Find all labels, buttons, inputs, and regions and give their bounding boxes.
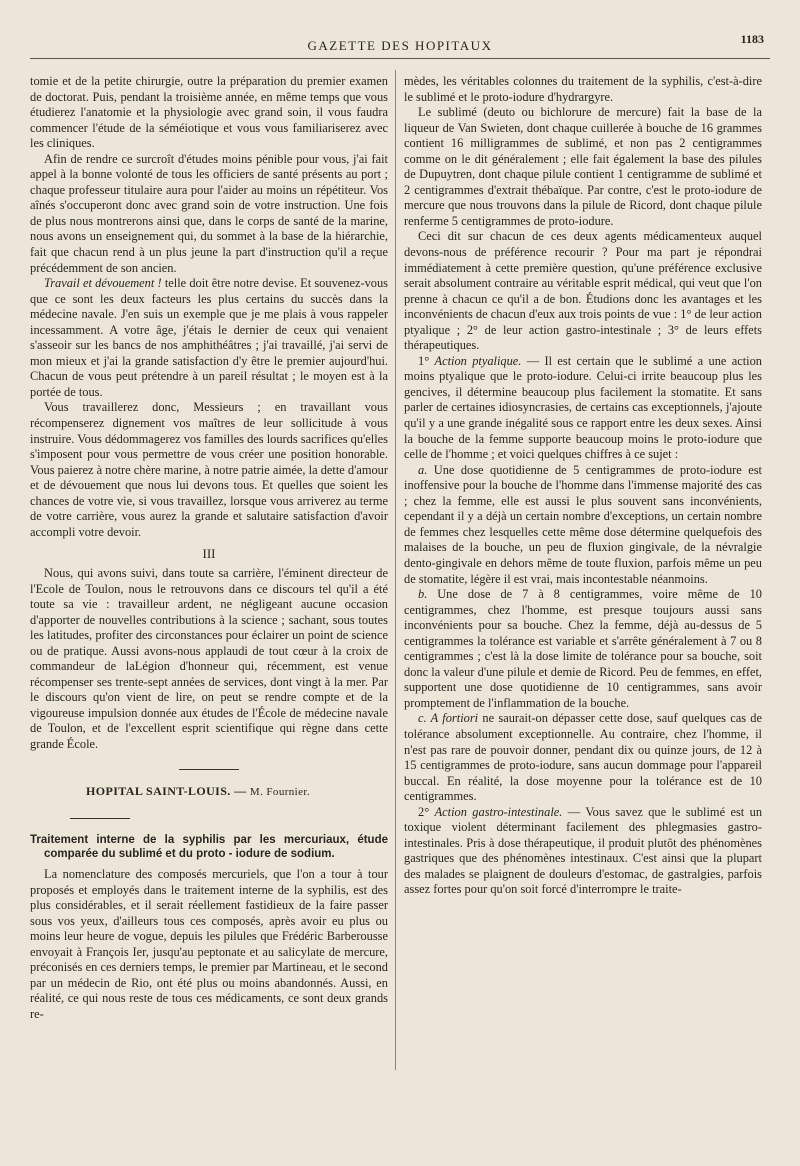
paragraph: Le sublimé (deuto ou bichlorure de mercure) fait la base de la liqueur de Van Swieten, dont chaque cuillerée à bouche de 16 grammes contient 16 milligrammes de sublimé, et non pas 2 centigrammes comme on le dit généralement ; elle fait également la base des pilules de Dupuytren, dont chaque pilule contient 1 centigramme de sublimé et 2 centigrammes d'extrait thébaïque. Par contre, c'est le proto-iodure de mercure que nous trouvons dans la pilule de Ricord, dont chaque pilule renferme 5 centigrammes de proto-iodure. bbox=[404, 105, 762, 228]
paragraph bbox=[30, 276, 388, 400]
paragraph-text: — Il est certain que le sublimé a une action moins ptyalique que le proto-iodure. Celui-ci irrite beaucoup plus les gencives, il détermine beaucoup plus facilement la stomatite. Et sans parler de certaines idiosyncrasies, de certains cas exceptionnels, j'ajoute qu'il y a une grande inégalité sous ce rapport entre les deux sexes. Ainsi la bouche de la femme supporte beaucoup moins le proto-iodure que celle de l'homme ; et voici quelques chiffres à ce sujet : bbox=[404, 353, 762, 462]
item-letter: b. bbox=[418, 587, 428, 602]
paragraph: Vous travaillerez donc, Messieurs ; en travaillant vous récompenserez dignement vos maîtres de leur sollicitude à vous instruire. Vous dédommagerez vos familles des lourds sacrifices qu'elles s'imposent pour vous permettre de vous créer une position honorable. Vous paierez à notre chère marine, à notre patrie aimée, la dette d'amour et de dévouement que nous lui devons tous. Et quelles que soient les chances de votre vie, si vous travaillez, lorsque vous arriverez au terme de votre carrière, vous aurez la grande et salutaire satisfaction d'avoir accompli votre devoir. bbox=[30, 400, 388, 539]
paragraph bbox=[404, 805, 762, 898]
hospital-heading bbox=[86, 784, 388, 801]
paragraph bbox=[404, 587, 762, 711]
point-number: 1° bbox=[418, 353, 435, 368]
subheading: Action gastro-intestinale. bbox=[434, 804, 563, 819]
paragraph-text: ne saurait-on dépasser cette dose, sauf quelques cas de tolérance absolument exceptionnelle. Au contraire, chez l'homme, il n'est pas rare de pouvoir donner, pendant dix ou quinze jours, de 12 à 15 centigrammes de proto-iodure, sans aucun dommage pour l'appareil buccal. En réalité, la dose moyenne pour la tolérance est de 10 centigrammes. bbox=[404, 711, 762, 804]
subheading: Action ptyalique. bbox=[434, 353, 522, 368]
paragraph-text: Une dose de 7 à 8 centigrammes, voire même de 10 centigrammes, chez l'homme, est presque toujours aussi sans inconvénients pour sa bouche. Chez la femme, déjà au-dessus de 5 centigrammes la tolérance est variable et s'arrête généralement à 7 ou 8 centigrammes ; c'est là la dose limite de tolérance pour sa bouche, soit donc la valeur d'une pilule et demie de Ricord. Peu de femmes, en effet, supportent une dose quotidienne de 10 centigrammes, sans avoir promptement de l'inflammation de la bouche. bbox=[404, 587, 762, 710]
journal-title: GAZETTE DES HOPITAUX bbox=[307, 38, 493, 53]
hospital-author: M. Fournier. bbox=[249, 785, 311, 798]
hospital-name: HOPITAL SAINT-LOUIS. — bbox=[86, 783, 247, 798]
column-divider bbox=[395, 70, 396, 1070]
item-letter: c. A fortiori bbox=[418, 711, 479, 726]
paragraph: tomie et de la petite chirurgie, outre la préparation du premier examen de doctorat. Puis, pendant la troisième année, en même temps que vous étudierez l'anatomie et la physiologie avec grand soin, il vous faudra commencer l'étude de la séméiotique et vous vous familiariserez avec les cliniques. bbox=[30, 74, 388, 151]
article-title: Traitement interne de la syphilis par les mercuriaux, étude comparée du sublimé et du proto - iodure de sodium. bbox=[30, 834, 388, 861]
page-number: 1183 bbox=[740, 32, 764, 46]
item-letter: a. bbox=[418, 462, 428, 477]
section-number: III bbox=[202, 546, 216, 562]
paragraph bbox=[404, 354, 762, 463]
paragraph-text: telle doit être notre devise. Et souvenez-vous que ce sont les deux facteurs les plus certains du succès dans la médecine navale. J'en suis un exemple que je me plais à vous rappeler incessamment. A votre âge, j'étais le dernier de ceux qui venaient s'asseoir sur les bancs de nos amphithéâtres ; j'ai travaillé, j'ai servi de mon mieux et j'ai la grande satisfaction d'y être le premier aujourd'hui. Chacun de vous peut prétendre à un pareil résultat ; le moyen est à la portée de tous. bbox=[30, 276, 388, 399]
paragraph: mèdes, les véritables colonnes du traitement de la syphilis, c'est-à-dire le sublimé et le proto-iodure d'hydrargyre. bbox=[404, 74, 762, 104]
section-separator bbox=[179, 769, 239, 770]
left-column bbox=[30, 74, 388, 1154]
paragraph-text: Une dose quotidienne de 5 centigrammes de proto-iodure est inoffensive pour la bouche de l'homme dans l'immense majorité des cas ; chez la femme, elle est aussi le plus souvent sans inconvénients, cependant il y a déjà un certain nombre d'exceptions, un certain nombre de femmes chez lesquelles cette même dose détermine quelquefois des malaises de la bouche, un peu de fluxion gingivale, de la névralgie dento-gingivale en dehors même de toute fluxion, parfois même un peu de stomatite, légère il est vrai, mais incontestable néanmoins. bbox=[404, 462, 762, 586]
short-rule bbox=[70, 818, 130, 819]
motto-text: Travail et dévouement ! bbox=[44, 276, 162, 291]
paragraph: Ceci dit sur chacun de ces deux agents médicamenteux auquel devons-nous de préférence recourir ? Pour ma part je répondrai immédiatement à cette première question, qu'une préférence exclusive serait absolument contraire au véritable esprit médical, qui veut que l'on prenne à chacun ce qu'il a de bon. Étudions donc les avantages et les inconvénients de chacun d'eux aux trois points de vue : 1° de leur action ptyalique ; 2° de leur action gastro-intestinale ; 3° de leurs effets thérapeutiques. bbox=[404, 229, 762, 353]
right-column bbox=[404, 74, 762, 1154]
paragraph: La nomenclature des composés mercuriels, que l'on a tour à tour proposés et employés dans le traitement interne de la syphilis, est des plus considérables, et il serait réellement fastidieux de la faire passer sous vos yeux, d'ailleurs tous ces composés, après avoir eu plus ou moins leur heure de vogue, depuis les pilules que Frédéric Barberousse envoyait à François Ier, jusqu'au peptonate et au salicylate de mercure, préconisés en ces derniers temps, le premier par Martineau, et le second par un médecin de Rio, ont été plus ou moins abandonnés. Aussi, en réalité, ce qui nous reste de tous ces médicaments, ce sont deux grands re- bbox=[30, 867, 388, 1021]
paragraph bbox=[404, 463, 762, 587]
paragraph-text: — Vous savez que le sublimé est un toxique violent déterminant facilement des phlegmasies gastro-intestinales. Pris à dose thérapeutique, il produit plutôt des phénomènes gastriques que des phénomènes intestinaux. C'est ainsi que la plupart des malades se plaignent de douleurs d'estomac, de gastralgies, parfois assez fortes pour qu'on soit forcé d'interrompre le traite- bbox=[404, 804, 762, 897]
paragraph: Nous, qui avons suivi, dans toute sa carrière, l'éminent directeur de l'Ecole de Toulon, nous le retrouvons dans ce discours tel qu'il a été toute sa vie : travailleur ardent, ne négligeant aucune occasion d'apporter de nouvelles contributions à la science ; sachant, sous toutes les latitudes, profiter des circonstances pour éclairer un point de science ou de pratique. Aussi avons-nous applaudi de tout cœur à la croix de commandeur de laLégion d'honneur qui, récemment, est venue récompenser ses trente-sept années de services, dont vingt à la mer. Par le discours qu'on vient de lire, on peut se rendre compte et de la vigoureuse impulsion donnée aux études de l'École de médecine navale de Toulon, et de l'excellent esprit scientifique qui règne dans cette grande École. bbox=[30, 565, 388, 751]
paragraph bbox=[404, 711, 762, 804]
paragraph: Afin de rendre ce surcroît d'études moins pénible pour vous, j'ai fait appel à la bonne volonté de tous les officiers de santé présents au port ; chaque professeur titulaire aura pour l'aider au moins un répétiteur. Vos aînés s'occuperont donc avec grand soin de votre instruction. Une fois de plus nous montrerons ainsi que, dans le corps de santé de la marine, nous avons un enseignement qui, du sommet à la base de la hiérarchie, fait que chacun rend à un plus jeune la part d'instruction qu'il a reçue précédemment de son ancien. bbox=[30, 151, 388, 275]
page-header bbox=[30, 28, 770, 59]
point-number: 2° bbox=[418, 804, 435, 819]
